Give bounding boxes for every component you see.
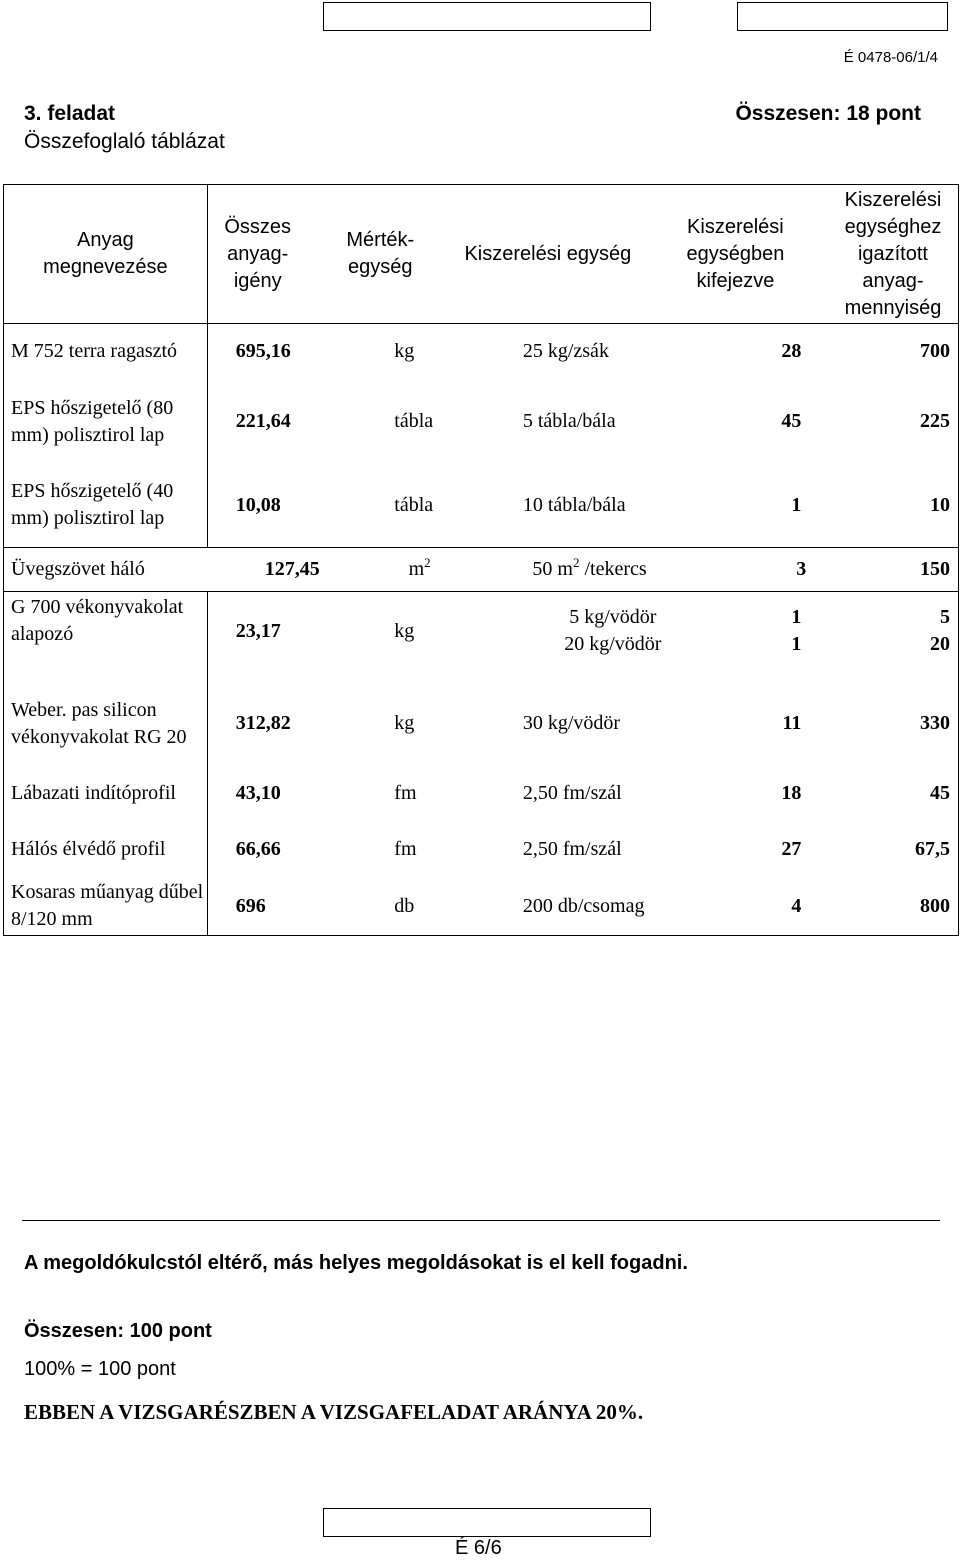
table-row: [4, 324, 959, 380]
material-name: EPS hőszigetelő (40 mm) polisztirol lap: [4, 464, 208, 548]
table-row: [4, 592, 959, 682]
package-unit: 30 kg/vödör: [522, 712, 621, 734]
table-row: [4, 822, 959, 878]
adjusted-qty: 10: [929, 493, 950, 516]
package-unit: 25 kg/zsák: [522, 340, 609, 363]
total-demand: 10,08: [235, 493, 281, 516]
package-count: 4: [791, 894, 802, 917]
adjusted-qty: 800: [919, 894, 950, 917]
package-unit: 2,50 fm/szál: [522, 838, 622, 860]
total-demand: 127,45: [264, 558, 320, 580]
adjusted-qty: 67,5: [914, 838, 950, 860]
material-name: Üvegszövet háló: [11, 558, 145, 580]
package-count: 18: [781, 782, 802, 804]
package-count: 1: [791, 493, 802, 516]
header-blank-box-left: [323, 2, 651, 31]
package-count: 1 1: [791, 606, 802, 655]
unit: kg: [394, 712, 415, 734]
material-name: Hálós élvédő profil: [4, 822, 208, 878]
package-unit: 50 $m^2$ /tekercs: [532, 555, 647, 580]
material-name: M 752 terra ragasztó: [4, 324, 208, 380]
col-header-group: [207, 185, 958, 324]
package-unit: 5 tábla/bála: [522, 410, 616, 432]
total-demand: 43,10: [235, 782, 281, 804]
total-demand: 312,82: [235, 712, 291, 734]
col-header-package-unit: Kiszerelési egység: [464, 242, 632, 265]
table-row: [4, 464, 959, 548]
col-header-total-demand: Összes anyag-igény: [224, 215, 292, 292]
package-unit: 200 db/csomag: [522, 894, 645, 917]
adjusted-qty: 45: [929, 782, 950, 804]
points-equation: 100% = 100 pont: [24, 1358, 176, 1380]
table-header-row: [4, 185, 959, 324]
unit: fm: [394, 782, 417, 804]
footer-blank-box: [323, 1508, 651, 1537]
total-points: Összesen: 100 pont: [24, 1320, 212, 1342]
package-count: 3: [796, 558, 807, 580]
col-header-package-count: Kiszerelési egységben kifejezve: [686, 215, 785, 292]
total-demand: 696: [235, 894, 266, 917]
unit: $m^2$: [408, 555, 431, 580]
adjusted-qty: 330: [919, 712, 950, 734]
table-subtitle: Összefoglaló táblázat: [24, 130, 225, 153]
adjusted-qty: 5 20: [929, 606, 950, 655]
unit: tábla: [394, 410, 434, 432]
col-header-unit: Mérték-egység: [346, 229, 415, 278]
adjusted-qty: 225: [919, 410, 950, 432]
header-blank-box-right: [737, 2, 948, 31]
material-name: Kosaras műanyag dűbel 8/120 mm: [4, 878, 208, 936]
table-row: [4, 766, 959, 822]
page-number: É 6/6: [455, 1537, 502, 1559]
exam-ratio: EBBEN A VIZSGARÉSZBEN A VIZSGAFELADAT ARÁNYA 20%.: [24, 1400, 644, 1424]
material-name: EPS hőszigetelő (80 mm) polisztirol lap: [4, 380, 208, 464]
col-header-material: Anyag megnevezése: [4, 185, 208, 324]
table-row: [4, 878, 959, 936]
unit: kg: [394, 620, 415, 642]
total-demand: 66,66: [235, 838, 281, 860]
package-count: 28: [781, 340, 802, 363]
package-unit: 2,50 fm/szál: [522, 782, 622, 804]
package-count: 45: [781, 410, 802, 432]
table-row: [4, 380, 959, 464]
total-demand: 221,64: [235, 410, 291, 432]
summary-table: [3, 184, 959, 936]
table-row: [4, 548, 959, 592]
material-name: Lábazati indítóprofil: [4, 766, 208, 822]
unit: kg: [394, 340, 415, 363]
adjusted-qty: 700: [919, 340, 950, 363]
package-count: 27: [781, 838, 802, 860]
package-unit: 5 kg/vödör 20 kg/vödör: [564, 606, 662, 655]
task-title: 3. feladat: [24, 102, 116, 125]
table-row: [4, 682, 959, 766]
total-demand: 23,17: [235, 620, 281, 642]
footer-separator: [22, 1220, 940, 1221]
task-points: Összesen: 18 pont: [735, 102, 921, 125]
material-name: Weber. pas silicon vékonyvakolat RG 20: [4, 682, 208, 766]
unit: tábla: [394, 493, 434, 516]
col-header-adjusted-qty: Kiszerelési egységhez igazított anyag-mennyiség: [844, 188, 942, 319]
package-count: 11: [782, 712, 802, 734]
grading-note: A megoldókulcstól eltérő, más helyes megoldásokat is el kell fogadni.: [24, 1252, 688, 1274]
total-demand: 695,16: [235, 340, 291, 363]
unit: fm: [394, 838, 417, 860]
unit: db: [394, 894, 415, 917]
document-code: É 0478-06/1/4: [843, 49, 938, 66]
adjusted-qty: 150: [919, 558, 950, 580]
package-unit: 10 tábla/bála: [522, 493, 626, 516]
material-name: G 700 vékonyvakolat alapozó: [4, 592, 208, 682]
